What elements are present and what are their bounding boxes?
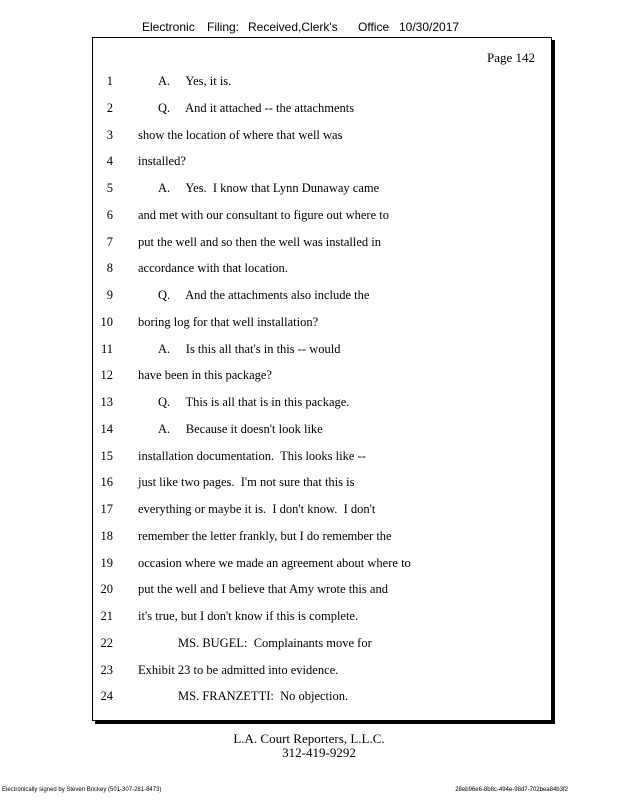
line-number: 4 (106, 154, 113, 169)
line-number: 19 (100, 555, 113, 570)
transcript-line (92, 98, 550, 118)
line-text: accordance with that location. (138, 261, 288, 276)
transcript-line (92, 499, 550, 519)
line-text: A. Is this all that's in this -- would (158, 341, 341, 356)
line-number: 11 (100, 341, 113, 356)
line-text: it's true, but I don't know if this is complete. (138, 609, 359, 623)
line-number: 13 (100, 395, 113, 409)
footer-company: L.A. Court Reporters, L.L.C. (233, 731, 385, 746)
transcript-line (92, 232, 550, 252)
transcript-line (92, 312, 550, 332)
transcript-line (92, 633, 550, 653)
line-text: and met with our consultant to figure out where to (138, 207, 389, 222)
line-text: Q. This is all that is in this package. (158, 395, 350, 409)
line-number: 24 (100, 689, 113, 704)
line-text: Q. And the attachments also include the (158, 288, 370, 302)
transcript-line (92, 579, 550, 599)
line-number: 12 (100, 368, 113, 383)
line-text: put the well and I believe that Amy wrote this and (138, 582, 388, 597)
line-number: 2 (106, 100, 113, 115)
line-text: MS. BUGEL: Complainants move for (178, 635, 372, 650)
transcript-line (92, 553, 550, 573)
line-text: have been in this package? (138, 368, 272, 383)
line-number: 3 (106, 127, 113, 142)
transcript-line (92, 258, 550, 278)
transcript-line (92, 526, 550, 546)
line-text: A. Yes, it is. (158, 74, 232, 88)
transcript-line (92, 285, 550, 305)
header-filing: Filing: (207, 20, 240, 34)
signature-left: Electronically signed by Steven Brickey (501-307-281-8473) (2, 787, 162, 793)
header-received: Received,Clerk's (248, 20, 338, 34)
transcript-line (92, 365, 550, 385)
line-number: 9 (106, 288, 113, 302)
line-text: just like two pages. I'm not sure that this is (138, 475, 355, 490)
line-text: MS. FRANZETTI: No objection. (178, 689, 349, 704)
line-number: 22 (100, 635, 113, 650)
transcript-line (92, 660, 550, 680)
line-number: 1 (106, 74, 113, 88)
transcript-line (92, 446, 550, 466)
line-text: occasion where we made an agreement about where to (138, 555, 411, 570)
transcript-line (92, 125, 550, 145)
line-number: 23 (100, 662, 113, 677)
page-number: Page 142 (486, 50, 535, 65)
transcript-line (92, 178, 550, 198)
line-number: 6 (106, 207, 113, 222)
filing-header (0, 18, 618, 38)
transcript-line (92, 151, 550, 171)
footer-phone: 312-419-9292 (282, 745, 356, 760)
transcript-line (92, 419, 550, 439)
header-date: 10/30/2017 (399, 20, 460, 34)
transcript-line (92, 606, 550, 626)
line-number: 8 (106, 261, 113, 276)
transcript-line (92, 205, 550, 225)
line-text: installed? (138, 154, 186, 169)
line-text: put the well and so then the well was installed in (138, 234, 382, 249)
transcript-line (92, 472, 550, 492)
transcript-line (92, 392, 550, 412)
line-text: installation documentation. This looks like -- (138, 448, 366, 463)
signature-right: 28eb96e6-8b8c-494e-98d7-702bea84b3f2 (455, 787, 568, 793)
header-electronic: Electronic (142, 20, 195, 34)
transcript-line (92, 71, 550, 91)
line-text: A. Yes. I know that Lynn Dunaway came (158, 181, 380, 195)
line-text: boring log for that well installation? (138, 314, 319, 329)
line-number: 18 (100, 528, 113, 543)
footer (0, 732, 618, 760)
transcript-line (92, 686, 550, 706)
line-number: 17 (100, 502, 113, 516)
line-number: 5 (106, 181, 113, 195)
line-text: everything or maybe it is. I don't know. I don't (138, 502, 376, 516)
line-text: show the location of where that well was (138, 127, 343, 142)
line-number: 16 (100, 475, 113, 490)
transcript-line (92, 339, 550, 359)
line-number: 20 (100, 582, 113, 597)
line-number: 7 (106, 234, 113, 249)
line-text: remember the letter frankly, but I do remember the (138, 528, 392, 543)
line-number: 21 (100, 609, 113, 623)
line-text: A. Because it doesn't look like (158, 421, 323, 436)
line-number: 15 (100, 448, 113, 463)
header-office: Office (358, 20, 390, 34)
line-number: 14 (100, 421, 113, 436)
line-text: Q. And it attached -- the attachments (158, 100, 355, 115)
line-number: 10 (100, 314, 113, 329)
line-text: Exhibit 23 to be admitted into evidence. (138, 662, 339, 677)
